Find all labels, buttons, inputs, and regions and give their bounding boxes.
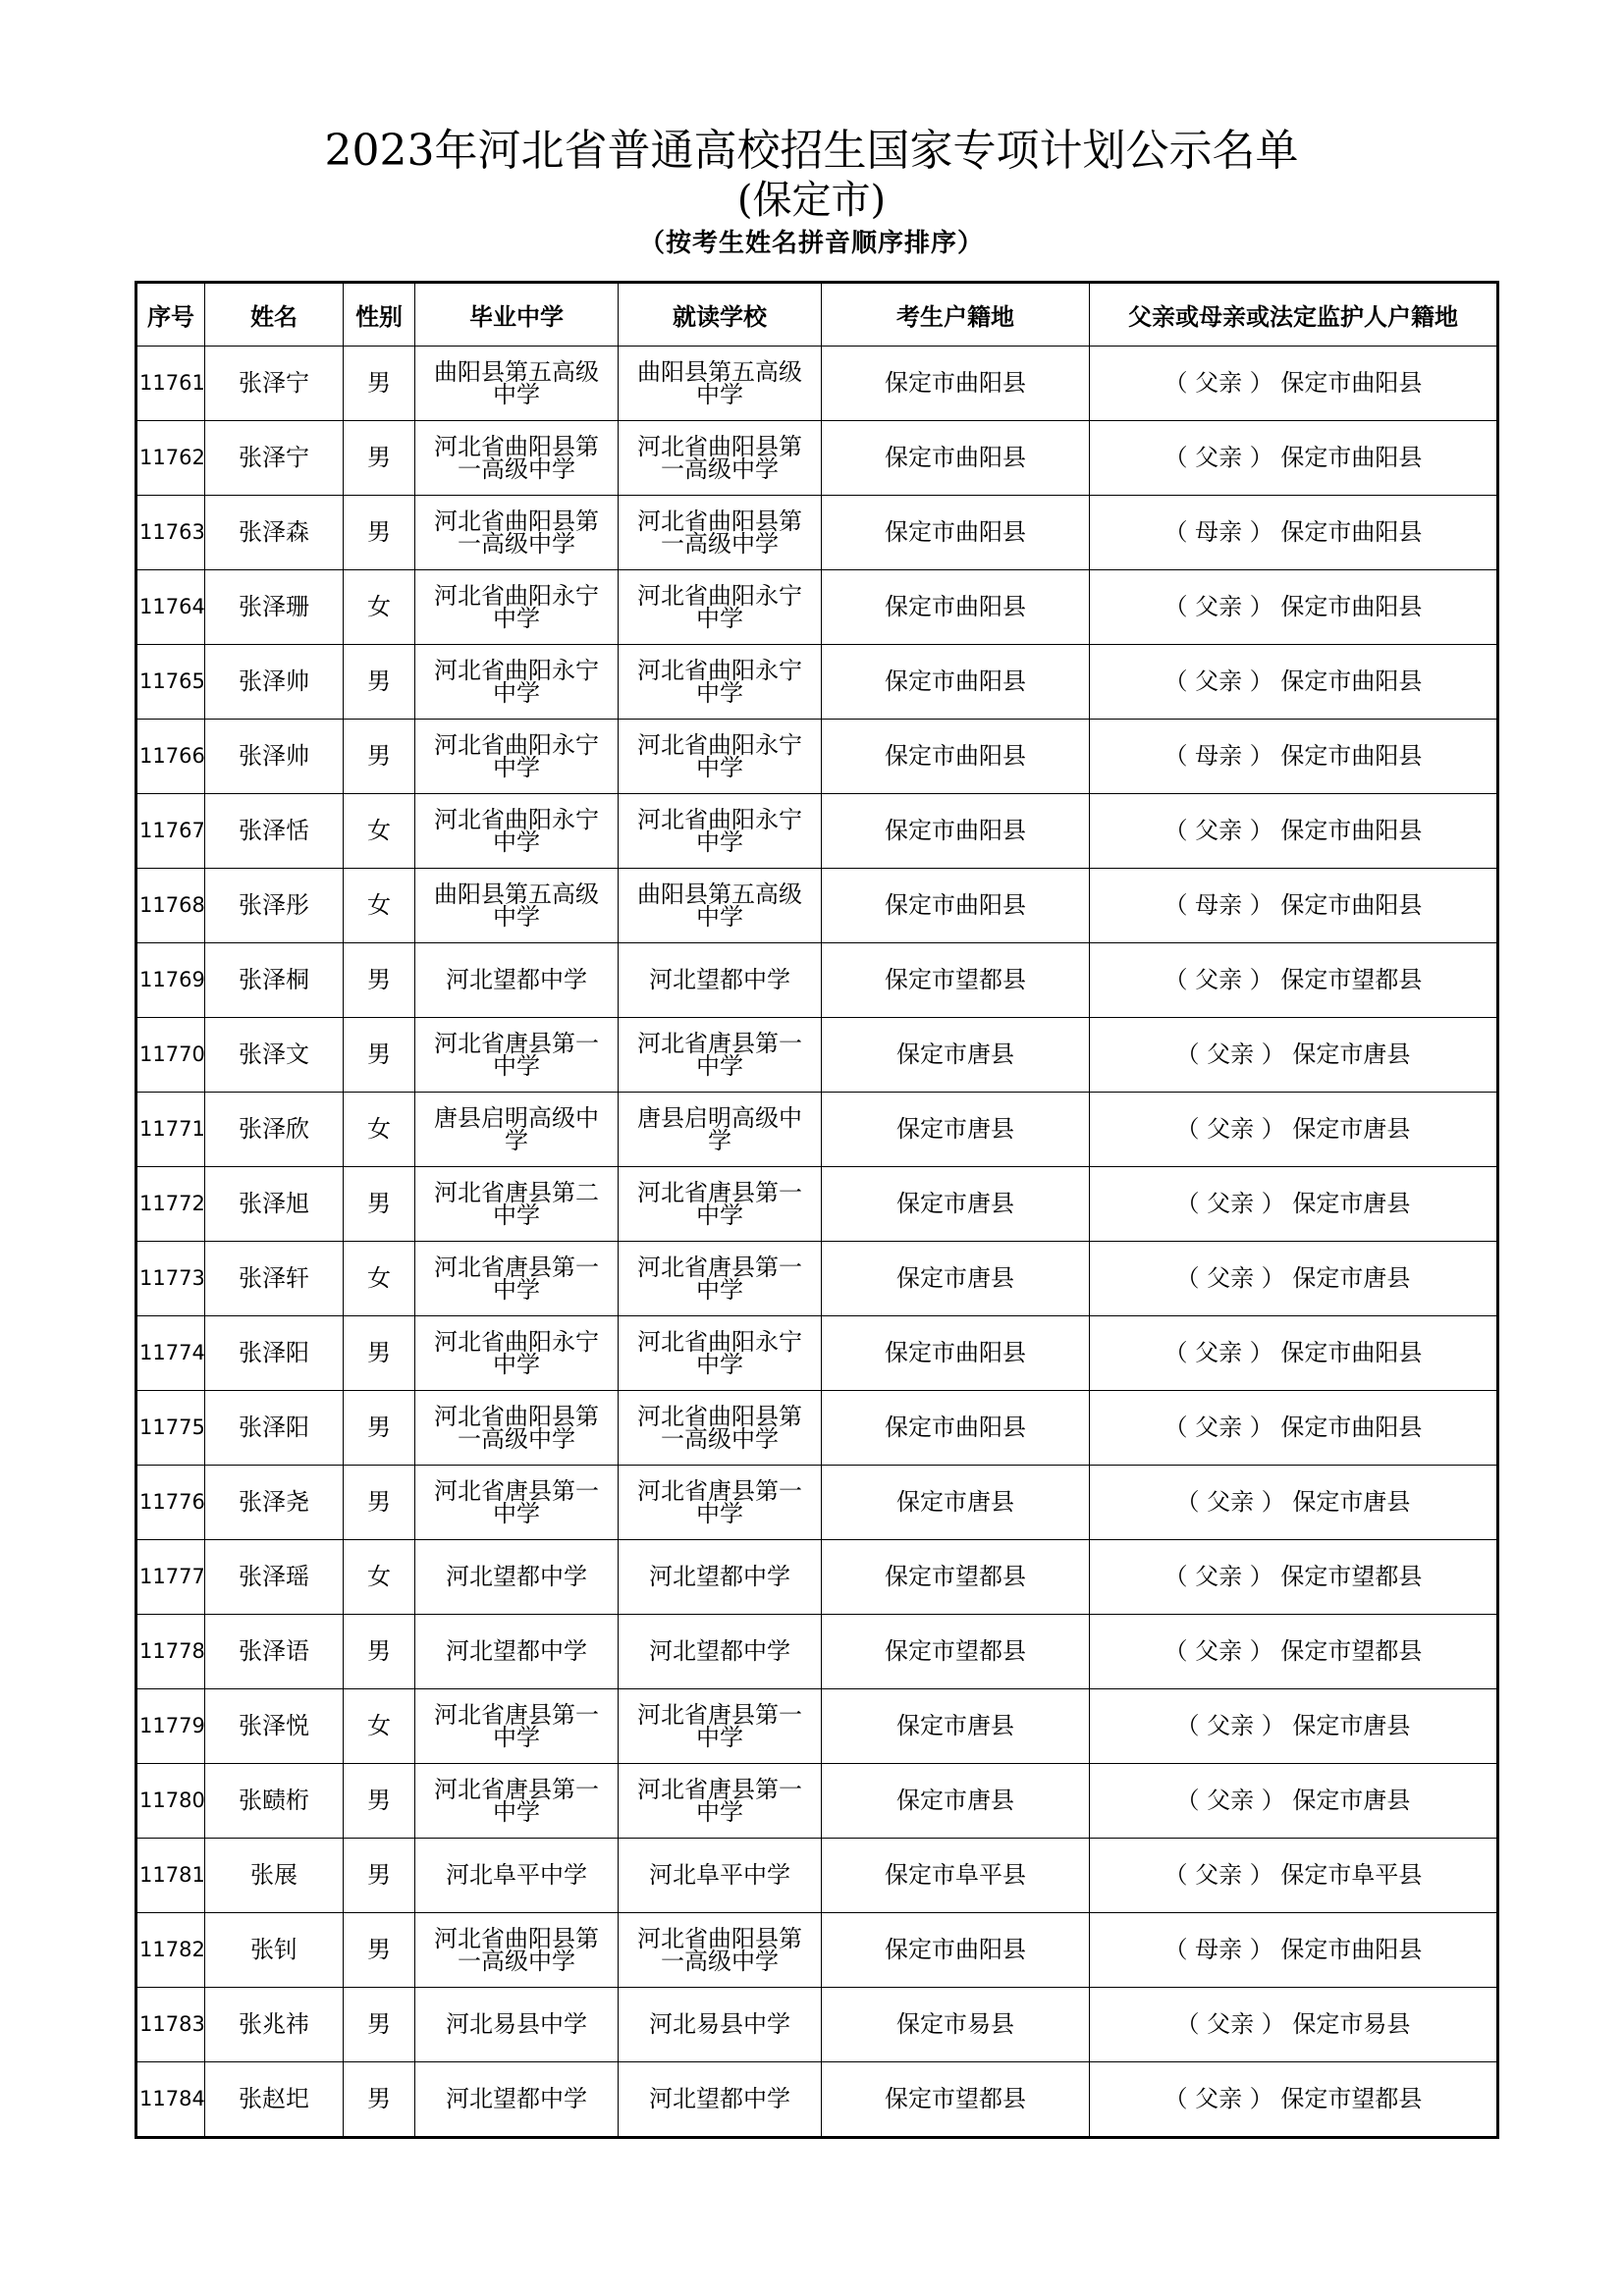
student-residence-cell: 保定市唐县 bbox=[822, 1689, 1090, 1764]
guardian-residence-cell: （ 父亲 ） 保定市望都县 bbox=[1090, 943, 1498, 1018]
seq-cell: 11781 bbox=[136, 1839, 205, 1913]
current-school-cell: 河北阜平中学 bbox=[619, 1839, 822, 1913]
gender-cell: 女 bbox=[344, 869, 415, 943]
header-student-residence: 考生户籍地 bbox=[822, 283, 1090, 347]
current-school-cell: 河北省唐县第一中学 bbox=[619, 1242, 822, 1316]
student-residence-cell: 保定市唐县 bbox=[822, 1764, 1090, 1839]
guardian-residence-cell: （ 母亲 ） 保定市曲阳县 bbox=[1090, 1913, 1498, 1988]
gender-cell: 女 bbox=[344, 1242, 415, 1316]
current-school-cell: 河北省曲阳县第一高级中学 bbox=[619, 1391, 822, 1466]
header-gender: 性别 bbox=[344, 283, 415, 347]
table-row bbox=[136, 1018, 1498, 1093]
name-cell: 张泽宁 bbox=[205, 421, 344, 496]
guardian-residence-cell: （ 父亲 ） 保定市曲阳县 bbox=[1090, 1316, 1498, 1391]
student-residence-cell: 保定市曲阳县 bbox=[822, 1913, 1090, 1988]
guardian-residence-cell: （ 父亲 ） 保定市曲阳县 bbox=[1090, 794, 1498, 869]
seq-cell: 11769 bbox=[136, 943, 205, 1018]
name-cell: 张泽欣 bbox=[205, 1093, 344, 1167]
name-cell: 张泽珊 bbox=[205, 570, 344, 645]
seq-cell: 11782 bbox=[136, 1913, 205, 1988]
document-subtitle: (保定市) bbox=[736, 178, 887, 223]
table-row bbox=[136, 943, 1498, 1018]
seq-cell: 11770 bbox=[136, 1018, 205, 1093]
graduation-school-cell: 河北省曲阳永宁中学 bbox=[415, 570, 619, 645]
current-school-cell: 河北省唐县第一中学 bbox=[619, 1764, 822, 1839]
seq-cell: 11779 bbox=[136, 1689, 205, 1764]
seq-cell: 11784 bbox=[136, 2062, 205, 2138]
student-residence-cell: 保定市曲阳县 bbox=[822, 794, 1090, 869]
graduation-school-cell: 河北省曲阳永宁中学 bbox=[415, 1316, 619, 1391]
gender-cell: 女 bbox=[344, 1689, 415, 1764]
table-body bbox=[136, 347, 1498, 2138]
name-cell: 张泽文 bbox=[205, 1018, 344, 1093]
seq-cell: 11763 bbox=[136, 496, 205, 570]
gender-cell: 男 bbox=[344, 1988, 415, 2062]
current-school-cell: 河北省曲阳永宁中学 bbox=[619, 645, 822, 720]
graduation-school-cell: 河北省曲阳县第一高级中学 bbox=[415, 496, 619, 570]
seq-cell: 11765 bbox=[136, 645, 205, 720]
seq-cell: 11776 bbox=[136, 1466, 205, 1540]
student-residence-cell: 保定市唐县 bbox=[822, 1018, 1090, 1093]
gender-cell: 男 bbox=[344, 1913, 415, 1988]
seq-cell: 11762 bbox=[136, 421, 205, 496]
name-cell: 张泽森 bbox=[205, 496, 344, 570]
graduation-school-cell: 河北省曲阳永宁中学 bbox=[415, 645, 619, 720]
table-row bbox=[136, 421, 1498, 496]
graduation-school-cell: 河北省唐县第一中学 bbox=[415, 1018, 619, 1093]
guardian-residence-cell: （ 父亲 ） 保定市曲阳县 bbox=[1090, 421, 1498, 496]
student-residence-cell: 保定市唐县 bbox=[822, 1093, 1090, 1167]
graduation-school-cell: 河北省唐县第一中学 bbox=[415, 1242, 619, 1316]
current-school-cell: 河北省曲阳永宁中学 bbox=[619, 570, 822, 645]
table-row bbox=[136, 496, 1498, 570]
graduation-school-cell: 河北省曲阳县第一高级中学 bbox=[415, 1913, 619, 1988]
name-cell: 张钊 bbox=[205, 1913, 344, 1988]
roster-table bbox=[135, 281, 1499, 2139]
seq-cell: 11777 bbox=[136, 1540, 205, 1615]
current-school-cell: 河北省曲阳县第一高级中学 bbox=[619, 496, 822, 570]
seq-cell: 11773 bbox=[136, 1242, 205, 1316]
seq-cell: 11764 bbox=[136, 570, 205, 645]
table-row bbox=[136, 1988, 1498, 2062]
gender-cell: 男 bbox=[344, 720, 415, 794]
current-school-cell: 唐县启明高级中学 bbox=[619, 1093, 822, 1167]
gender-cell: 男 bbox=[344, 2062, 415, 2138]
name-cell: 张泽帅 bbox=[205, 645, 344, 720]
table-row bbox=[136, 347, 1498, 421]
table-row bbox=[136, 1615, 1498, 1689]
table-row bbox=[136, 720, 1498, 794]
table-row bbox=[136, 1242, 1498, 1316]
gender-cell: 男 bbox=[344, 1167, 415, 1242]
sort-note: （按考生姓名拼音顺序排序） bbox=[638, 229, 984, 258]
name-cell: 张展 bbox=[205, 1839, 344, 1913]
student-residence-cell: 保定市曲阳县 bbox=[822, 1391, 1090, 1466]
header-guardian-residence: 父亲或母亲或法定监护人户籍地 bbox=[1090, 283, 1498, 347]
gender-cell: 男 bbox=[344, 645, 415, 720]
current-school-cell: 河北省曲阳永宁中学 bbox=[619, 794, 822, 869]
gender-cell: 女 bbox=[344, 570, 415, 645]
name-cell: 张泽彤 bbox=[205, 869, 344, 943]
gender-cell: 男 bbox=[344, 1391, 415, 1466]
current-school-cell: 河北省曲阳永宁中学 bbox=[619, 1316, 822, 1391]
guardian-residence-cell: （ 父亲 ） 保定市望都县 bbox=[1090, 2062, 1498, 2138]
header-graduation-school: 毕业中学 bbox=[415, 283, 619, 347]
graduation-school-cell: 河北望都中学 bbox=[415, 2062, 619, 2138]
graduation-school-cell: 曲阳县第五高级中学 bbox=[415, 347, 619, 421]
current-school-cell: 河北易县中学 bbox=[619, 1988, 822, 2062]
table-row bbox=[136, 869, 1498, 943]
table-row bbox=[136, 1316, 1498, 1391]
graduation-school-cell: 河北省曲阳县第一高级中学 bbox=[415, 421, 619, 496]
graduation-school-cell: 河北省唐县第一中学 bbox=[415, 1689, 619, 1764]
table-row bbox=[136, 794, 1498, 869]
graduation-school-cell: 河北易县中学 bbox=[415, 1988, 619, 2062]
guardian-residence-cell: （ 母亲 ） 保定市曲阳县 bbox=[1090, 720, 1498, 794]
student-residence-cell: 保定市曲阳县 bbox=[822, 570, 1090, 645]
table-row bbox=[136, 645, 1498, 720]
current-school-cell: 河北省曲阳县第一高级中学 bbox=[619, 1913, 822, 1988]
name-cell: 张赵圯 bbox=[205, 2062, 344, 2138]
student-residence-cell: 保定市曲阳县 bbox=[822, 496, 1090, 570]
guardian-residence-cell: （ 父亲 ） 保定市阜平县 bbox=[1090, 1839, 1498, 1913]
guardian-residence-cell: （ 父亲 ） 保定市望都县 bbox=[1090, 1540, 1498, 1615]
student-residence-cell: 保定市唐县 bbox=[822, 1466, 1090, 1540]
student-residence-cell: 保定市曲阳县 bbox=[822, 421, 1090, 496]
student-residence-cell: 保定市阜平县 bbox=[822, 1839, 1090, 1913]
seq-cell: 11767 bbox=[136, 794, 205, 869]
graduation-school-cell: 曲阳县第五高级中学 bbox=[415, 869, 619, 943]
table-row bbox=[136, 570, 1498, 645]
student-residence-cell: 保定市曲阳县 bbox=[822, 645, 1090, 720]
table-row bbox=[136, 1093, 1498, 1167]
name-cell: 张泽阳 bbox=[205, 1391, 344, 1466]
current-school-cell: 河北省唐县第一中学 bbox=[619, 1018, 822, 1093]
guardian-residence-cell: （ 父亲 ） 保定市曲阳县 bbox=[1090, 1391, 1498, 1466]
table-row bbox=[136, 1391, 1498, 1466]
student-residence-cell: 保定市唐县 bbox=[822, 1167, 1090, 1242]
current-school-cell: 河北省曲阳县第一高级中学 bbox=[619, 421, 822, 496]
guardian-residence-cell: （ 父亲 ） 保定市唐县 bbox=[1090, 1093, 1498, 1167]
seq-cell: 11778 bbox=[136, 1615, 205, 1689]
header-name: 姓名 bbox=[205, 283, 344, 347]
graduation-school-cell: 河北望都中学 bbox=[415, 1615, 619, 1689]
guardian-residence-cell: （ 父亲 ） 保定市唐县 bbox=[1090, 1242, 1498, 1316]
graduation-school-cell: 河北省曲阳永宁中学 bbox=[415, 794, 619, 869]
gender-cell: 女 bbox=[344, 1540, 415, 1615]
guardian-residence-cell: （ 父亲 ） 保定市唐县 bbox=[1090, 1167, 1498, 1242]
student-residence-cell: 保定市曲阳县 bbox=[822, 347, 1090, 421]
student-residence-cell: 保定市曲阳县 bbox=[822, 869, 1090, 943]
current-school-cell: 河北省唐县第一中学 bbox=[619, 1689, 822, 1764]
seq-cell: 11761 bbox=[136, 347, 205, 421]
seq-cell: 11783 bbox=[136, 1988, 205, 2062]
gender-cell: 男 bbox=[344, 347, 415, 421]
name-cell: 张泽语 bbox=[205, 1615, 344, 1689]
seq-cell: 11771 bbox=[136, 1093, 205, 1167]
guardian-residence-cell: （ 父亲 ） 保定市唐县 bbox=[1090, 1689, 1498, 1764]
gender-cell: 女 bbox=[344, 794, 415, 869]
seq-cell: 11780 bbox=[136, 1764, 205, 1839]
current-school-cell: 河北省曲阳永宁中学 bbox=[619, 720, 822, 794]
name-cell: 张泽轩 bbox=[205, 1242, 344, 1316]
seq-cell: 11775 bbox=[136, 1391, 205, 1466]
guardian-residence-cell: （ 父亲 ） 保定市唐县 bbox=[1090, 1018, 1498, 1093]
current-school-cell: 曲阳县第五高级中学 bbox=[619, 347, 822, 421]
gender-cell: 男 bbox=[344, 496, 415, 570]
graduation-school-cell: 河北省唐县第一中学 bbox=[415, 1466, 619, 1540]
seq-cell: 11766 bbox=[136, 720, 205, 794]
table-row bbox=[136, 1689, 1498, 1764]
guardian-residence-cell: （ 父亲 ） 保定市唐县 bbox=[1090, 1764, 1498, 1839]
gender-cell: 男 bbox=[344, 421, 415, 496]
table-row bbox=[136, 1540, 1498, 1615]
name-cell: 张泽桐 bbox=[205, 943, 344, 1018]
seq-cell: 11772 bbox=[136, 1167, 205, 1242]
current-school-cell: 河北省唐县第一中学 bbox=[619, 1167, 822, 1242]
gender-cell: 男 bbox=[344, 1839, 415, 1913]
table-row bbox=[136, 1913, 1498, 1988]
current-school-cell: 河北望都中学 bbox=[619, 1540, 822, 1615]
student-residence-cell: 保定市曲阳县 bbox=[822, 720, 1090, 794]
table-row bbox=[136, 1466, 1498, 1540]
graduation-school-cell: 河北省唐县第一中学 bbox=[415, 1764, 619, 1839]
name-cell: 张赜桁 bbox=[205, 1764, 344, 1839]
student-residence-cell: 保定市曲阳县 bbox=[822, 1316, 1090, 1391]
gender-cell: 男 bbox=[344, 1466, 415, 1540]
table-row bbox=[136, 1764, 1498, 1839]
graduation-school-cell: 河北望都中学 bbox=[415, 943, 619, 1018]
graduation-school-cell: 河北省唐县第二中学 bbox=[415, 1167, 619, 1242]
current-school-cell: 河北望都中学 bbox=[619, 2062, 822, 2138]
graduation-school-cell: 唐县启明高级中学 bbox=[415, 1093, 619, 1167]
name-cell: 张泽尧 bbox=[205, 1466, 344, 1540]
graduation-school-cell: 河北望都中学 bbox=[415, 1540, 619, 1615]
current-school-cell: 曲阳县第五高级中学 bbox=[619, 869, 822, 943]
current-school-cell: 河北望都中学 bbox=[619, 1615, 822, 1689]
table-row bbox=[136, 1167, 1498, 1242]
guardian-residence-cell: （ 父亲 ） 保定市唐县 bbox=[1090, 1466, 1498, 1540]
guardian-residence-cell: （ 父亲 ） 保定市曲阳县 bbox=[1090, 347, 1498, 421]
name-cell: 张泽帅 bbox=[205, 720, 344, 794]
student-residence-cell: 保定市易县 bbox=[822, 1988, 1090, 2062]
name-cell: 张泽恬 bbox=[205, 794, 344, 869]
student-residence-cell: 保定市望都县 bbox=[822, 1540, 1090, 1615]
header-seq: 序号 bbox=[136, 283, 205, 347]
guardian-residence-cell: （ 父亲 ） 保定市望都县 bbox=[1090, 1615, 1498, 1689]
gender-cell: 男 bbox=[344, 943, 415, 1018]
name-cell: 张泽旭 bbox=[205, 1167, 344, 1242]
seq-cell: 11774 bbox=[136, 1316, 205, 1391]
header-current-school: 就读学校 bbox=[619, 283, 822, 347]
name-cell: 张泽阳 bbox=[205, 1316, 344, 1391]
gender-cell: 男 bbox=[344, 1316, 415, 1391]
student-residence-cell: 保定市望都县 bbox=[822, 943, 1090, 1018]
current-school-cell: 河北省唐县第一中学 bbox=[619, 1466, 822, 1540]
student-residence-cell: 保定市唐县 bbox=[822, 1242, 1090, 1316]
table-row bbox=[136, 2062, 1498, 2138]
current-school-cell: 河北望都中学 bbox=[619, 943, 822, 1018]
document-title: 2023年河北省普通高校招生国家专项计划公示名单 bbox=[324, 126, 1299, 176]
gender-cell: 男 bbox=[344, 1615, 415, 1689]
name-cell: 张泽悦 bbox=[205, 1689, 344, 1764]
guardian-residence-cell: （ 母亲 ） 保定市曲阳县 bbox=[1090, 496, 1498, 570]
graduation-school-cell: 河北阜平中学 bbox=[415, 1839, 619, 1913]
name-cell: 张泽瑶 bbox=[205, 1540, 344, 1615]
guardian-residence-cell: （ 父亲 ） 保定市曲阳县 bbox=[1090, 645, 1498, 720]
table-row bbox=[136, 1839, 1498, 1913]
student-residence-cell: 保定市望都县 bbox=[822, 2062, 1090, 2138]
student-residence-cell: 保定市望都县 bbox=[822, 1615, 1090, 1689]
graduation-school-cell: 河北省曲阳永宁中学 bbox=[415, 720, 619, 794]
guardian-residence-cell: （ 母亲 ） 保定市曲阳县 bbox=[1090, 869, 1498, 943]
seq-cell: 11768 bbox=[136, 869, 205, 943]
gender-cell: 男 bbox=[344, 1764, 415, 1839]
graduation-school-cell: 河北省曲阳县第一高级中学 bbox=[415, 1391, 619, 1466]
gender-cell: 女 bbox=[344, 1093, 415, 1167]
table-header-row bbox=[136, 283, 1498, 347]
name-cell: 张兆祎 bbox=[205, 1988, 344, 2062]
guardian-residence-cell: （ 父亲 ） 保定市曲阳县 bbox=[1090, 570, 1498, 645]
guardian-residence-cell: （ 父亲 ） 保定市易县 bbox=[1090, 1988, 1498, 2062]
gender-cell: 男 bbox=[344, 1018, 415, 1093]
name-cell: 张泽宁 bbox=[205, 347, 344, 421]
